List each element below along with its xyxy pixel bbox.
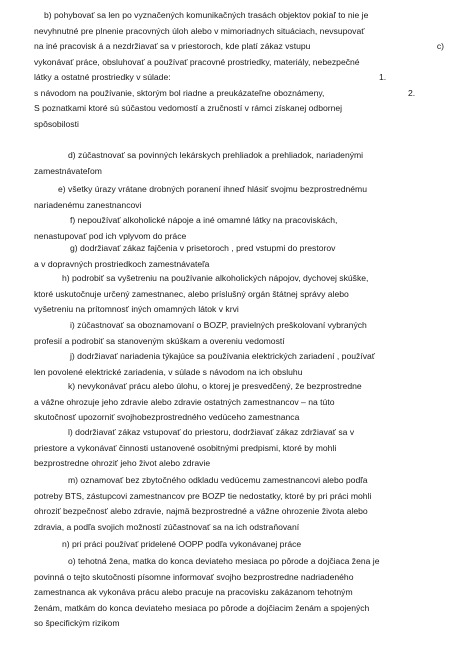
list-marker-2: 2. xyxy=(408,87,416,98)
text-line: l) dodržiavať zákaz vstupovať do priestoru, dodržiavať zákaz zdržiavať sa v xyxy=(68,427,355,437)
text-line: nariadenému zanestnancovi xyxy=(34,199,142,210)
text-line: nevyhnutné pre plnenie pracovných úloh alebo v mimoriadnych situáciach, nevsupovať xyxy=(34,25,365,36)
text-line: bezprostredne ohroziť jeho život alebo zdravie xyxy=(34,458,211,468)
text-fragment: látky a ostatné prostriedky v súlade: xyxy=(34,72,171,82)
item-j-paragraph xyxy=(34,349,444,380)
text-line xyxy=(34,39,444,55)
text-line: zamestnávateľom xyxy=(34,165,102,176)
text-line: ktoré uskutočnuje určený zamestnanec, alebo príslušný orgán štátnej správy alebo xyxy=(34,288,349,299)
text-line: k) nevykonávať prácu alebo úlohu, o ktorej je presvedčený, že bezprostredne xyxy=(68,381,362,391)
text-line: potreby BTS, zástupcovi zamestnancov pre BOZP tie nedostatky, ktoré by pri práci mohli xyxy=(34,490,372,501)
text-line xyxy=(34,86,444,102)
item-k-paragraph xyxy=(34,379,444,426)
text-line: skutočnosť upozorniť svojhobezprostredného vedúceho zamestnanca xyxy=(34,412,300,422)
text-line xyxy=(34,70,444,86)
text-line: S poznatkami ktoré sú súčastou vedomostí a zručností v rámci získanej odbornej xyxy=(34,103,343,113)
text-line: priestore a vykonávať činnosti ustanovené osobitnými predpismi, ktoré by mohli xyxy=(34,442,337,453)
item-i-paragraph xyxy=(34,318,444,349)
text-line: d) zúčastnovať sa povinných lekárskych prehliadok a prehliadok, nariadenými xyxy=(68,150,364,160)
text-line: o) tehotná žena, matka do konca deviateho mesiaca po pôrode a dojčiaca žena je xyxy=(68,556,380,566)
item-h-paragraph xyxy=(34,271,444,318)
text-line: h) podrobiť sa vyšetreniu na používanie alkoholických nápojov, dychovej skúške, xyxy=(62,273,369,283)
text-line: f) nepoužívať alkoholické nápoje a iné omamné látky na pracoviskách, xyxy=(70,215,338,225)
text-line: n) pri práci používať pridelené OOPP podľa vykonávanej práce xyxy=(62,539,302,549)
text-line: b) pohybovať sa len po vyznačených komunikačných trasách objektov pokiaľ to nie je xyxy=(44,10,369,20)
text-fragment: na iné pracovisk á a nezdržiavať sa v priestoroch, kde platí zákaz vstupu xyxy=(34,41,311,51)
item-d-paragraph xyxy=(34,148,444,179)
text-line: zamestnanca ak vykonáva prácu alebo pracuje na pracovisku zakázanom tehotným xyxy=(34,587,353,597)
text-line: m) oznamovať bez zbytočného odkladu vedúcemu zamestnancovi alebo podľa xyxy=(68,475,368,485)
text-line: vyšetreniu na prítomnosť iných omamných látok v krvi xyxy=(34,304,239,314)
text-line: profesií a podrobiť sa stanoveným skúškam a overeniu vedomostí xyxy=(34,335,285,346)
item-l-paragraph xyxy=(34,425,444,472)
item-f-paragraph xyxy=(34,213,444,244)
list-marker-1: 1. xyxy=(379,72,387,82)
text-line: ohroziť bezpečnosť alebo zdravie, najmä bezprostredné a vážne ohrozenie života alebo xyxy=(34,506,368,516)
text-line: ženám, matkám do konca deviateho mesiaca po pôrode a dojčiacim ženám a spojených xyxy=(34,602,370,613)
text-line: so špecifickým rizikom xyxy=(34,618,120,628)
text-line: j) dodržiavať nariadenia týkajúce sa používania elektrických zariadení , používať xyxy=(70,351,376,361)
text-line: vykonávať práce, obsluhovať a používať pracovné prostriedky, materiály, nebezpečné xyxy=(34,56,360,67)
text-line: zdravia, a podľa svojich možností zúčastnovať sa na ich odstraňovaní xyxy=(34,521,300,532)
item-n-paragraph xyxy=(34,537,444,553)
text-line: len povolené elektrické zariadenia, v súlade s návodom na ich obsluhu xyxy=(34,366,303,377)
item-o-paragraph xyxy=(34,554,444,632)
text-line: povinná o tejto skutočnosti písomne informovať svojho bezprostredne nadriadeného xyxy=(34,571,354,582)
text-line: g) dodržiavať zákaz fajčenia v prisetoroch , pred vstupmi do prestorov xyxy=(70,243,336,253)
item-m-paragraph xyxy=(34,473,444,535)
item-e-paragraph xyxy=(34,182,444,213)
list-marker-c: c) xyxy=(436,41,444,51)
text-line: a vážne ohrozuje jeho zdravie alebo zdravie ostatných zamestnancov – na túto xyxy=(34,396,335,407)
text-line: a v dopravných prostriedkoch zamestnávateľa xyxy=(34,258,210,269)
item-b-paragraph xyxy=(34,8,444,132)
item-g-paragraph xyxy=(34,241,444,272)
text-line: spôsobilosti xyxy=(34,118,79,129)
text-line: e) všetky úrazy vrátane drobných poranení ihneď hlásiť svojmu bezprostrednému xyxy=(58,184,367,194)
text-line: i) zúčastnovať sa oboznamovaní o BOZP, pravielných preškolovaní vybraných xyxy=(70,320,367,330)
text-fragment: s návodom na používanie, sktorým bol riadne a preukázateľne oboznámeny, xyxy=(34,87,325,98)
text-line: nenastupovať pod ich vplyvom do práce xyxy=(34,230,187,241)
